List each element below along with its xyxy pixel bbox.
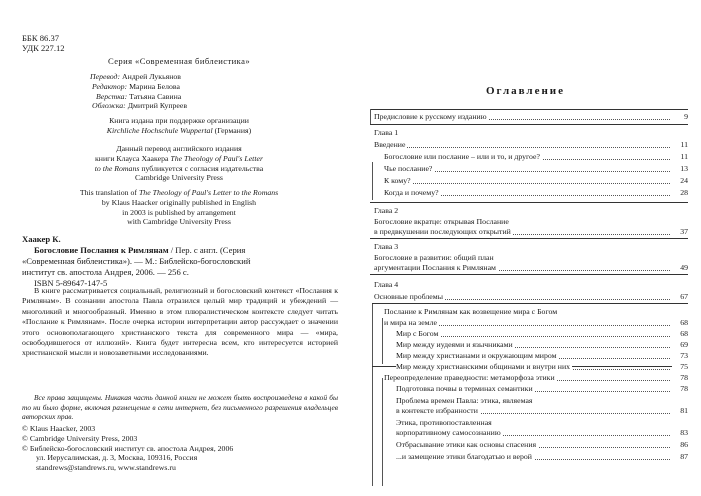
toc-entry[interactable]: Когда и почему? 28 — [384, 188, 688, 197]
toc-rule — [372, 303, 688, 304]
toc-rule — [370, 202, 688, 203]
credit-editor: Редактор: Марина Белова — [92, 81, 180, 91]
toc-entry-main-problems[interactable]: Основные проблемы 67 — [374, 292, 688, 301]
toc-entry[interactable]: корпоративному самосознанию 83 — [396, 428, 688, 437]
bibliographic-record: Хаакер К. Богословие Послания к Римлянам / Пер. с англ. (Серия «Современная библеистика»). — М.: Библейско-богословский институт св. апостола Андрея, 2006. — 256 с. ISBN 5-89647-147-5 — [22, 234, 340, 289]
english-license-note: This translation of The Theology of Paul's Letter to the Romans by Klaus Haacker originally published in English in 2003 is published by arrangement with Cambridge University Press — [79, 188, 279, 227]
toc-entry[interactable]: Богословие или послание – или и то, и другое? 11 — [384, 152, 688, 161]
isbn: ISBN 5-89647-147-5 — [34, 278, 108, 288]
chapter-3-title: Богословие в развитии: общий план — [374, 253, 494, 262]
udk-code: УДК 227.12 — [22, 43, 65, 53]
toc-rule — [370, 124, 688, 125]
chapter-4-label: Глава 4 — [374, 280, 399, 289]
section-peace-title: Послание к Римлянам как возвещение мира с Богом — [384, 307, 558, 316]
toc-rule — [370, 274, 688, 275]
chapter-2-title: Богословие вкратце: открывая Послание — [374, 217, 509, 226]
toc-entry[interactable]: Мир с Богом 68 — [396, 329, 688, 338]
toc-entry[interactable]: Подготовка почвы в терминах семантики 78 — [396, 384, 688, 393]
credit-layout: Верстка: Татьяна Савина — [96, 91, 182, 101]
toc-rule — [382, 318, 383, 364]
toc-rule — [370, 238, 688, 239]
chapter-1-label: Глава 1 — [374, 128, 399, 137]
toc-title: Оглавление — [485, 85, 566, 97]
toc-entry-peace[interactable]: и мира на земле 68 — [384, 318, 688, 327]
rights-notice: Все права защищены. Никакая часть данной книги не может быть воспроизведена в какой бы то ни было форме, включая размещение в сети интернет, без письменного разрешения владельцев авторских прав. — [22, 393, 338, 422]
license-note: Данный перевод английского издания книги Клауса Хаакера The Theology of Paul's Letter to the Romans публикуется с согласия издательства Cambridge University Press — [94, 144, 264, 183]
credit-translator: Перевод: Андрей Лукьянов — [90, 72, 181, 81]
toc-rule — [370, 109, 371, 124]
toc-entry[interactable]: Мир между иудеями и язычниками 69 — [396, 340, 688, 349]
copyright-page — [0, 0, 350, 496]
toc-entry-chapter-2[interactable]: в предвкушении последующих открытий 37 — [374, 227, 688, 236]
toc-entry-chapter-3[interactable]: аргументации Послания к Римлянам 49 — [374, 263, 688, 272]
toc-entry[interactable]: Мир между христианами и окружающим миром 73 — [396, 351, 688, 360]
chapter-3-label: Глава 3 — [374, 242, 399, 251]
bbk-code: ББК 86.37 — [22, 33, 60, 43]
toc-entry[interactable]: ...и замещение этики благодатью и верой 87 — [396, 452, 688, 461]
chapter-2-label: Глава 2 — [374, 206, 399, 215]
toc-entry-introduction[interactable]: Введение 11 — [374, 140, 688, 149]
toc-entry[interactable]: Отбрасывание этики как основы спасения 86 — [396, 440, 688, 449]
toc-rule — [372, 304, 373, 486]
toc-entry-preface[interactable]: Предисловие к русскому изданию 9 — [374, 112, 688, 121]
toc-rule — [370, 109, 688, 110]
toc-entry-righteousness[interactable]: Переопределение праведности: метаморфоза этики 78 — [384, 373, 688, 382]
toc-entry[interactable]: Мир между христианскими общинами и внутри них 75 — [396, 362, 688, 371]
section-ethics2-title: Этика, противопоставленная — [396, 418, 492, 427]
section-ethics-title: Проблема времен Павла: этика, являемая — [396, 396, 533, 405]
toc-entry[interactable]: К кому? 24 — [384, 176, 688, 185]
toc-entry[interactable]: Чье послание? 13 — [384, 164, 688, 173]
credits — [90, 72, 310, 111]
toc-rule — [382, 378, 383, 486]
support-note: Книга издана при поддержке организации Kirchliche Hochschule Wuppertal (Германия) — [106, 116, 252, 135]
author: Хаакер К. — [22, 234, 61, 244]
series-line: Серия «Современная библеистика» — [107, 56, 251, 66]
credit-cover: Обложка: Дмитрий Купреев — [92, 101, 188, 111]
toc-entry[interactable]: в контексте избранности 81 — [396, 406, 688, 415]
abstract: В книге рассматривается социальный, религиозный и богословский контекст «Послания к Римлянам». В сознании апостола Павла отразился целый мир традиций и убеждений — многоликий и многообразный. Именно в этом плюралистическом контексте следует читать «Послание к Римлянам». После очерка истории интерпретации автор рассуждает о значении этого основополагающего христианского текста для современного мира — «мира, освободившегося от иллюзий». Книга будет интересна всем, кто интересуется историей христианской мысли и новозаветными исследованиями. — [22, 286, 338, 358]
book-title: Богословие Послания к Римлянам — [34, 245, 169, 255]
toc-rule — [372, 162, 373, 200]
copyright-block: © Klaus Haacker, 2003 © Cambridge University Press, 2003 © Библейско-богословский институт св. апостола Андрея, 2006 ул. Иерусалимская, д. 3, Москва, 109316, Россия standrews@standrews.ru, www.standrews.ru — [22, 424, 234, 473]
